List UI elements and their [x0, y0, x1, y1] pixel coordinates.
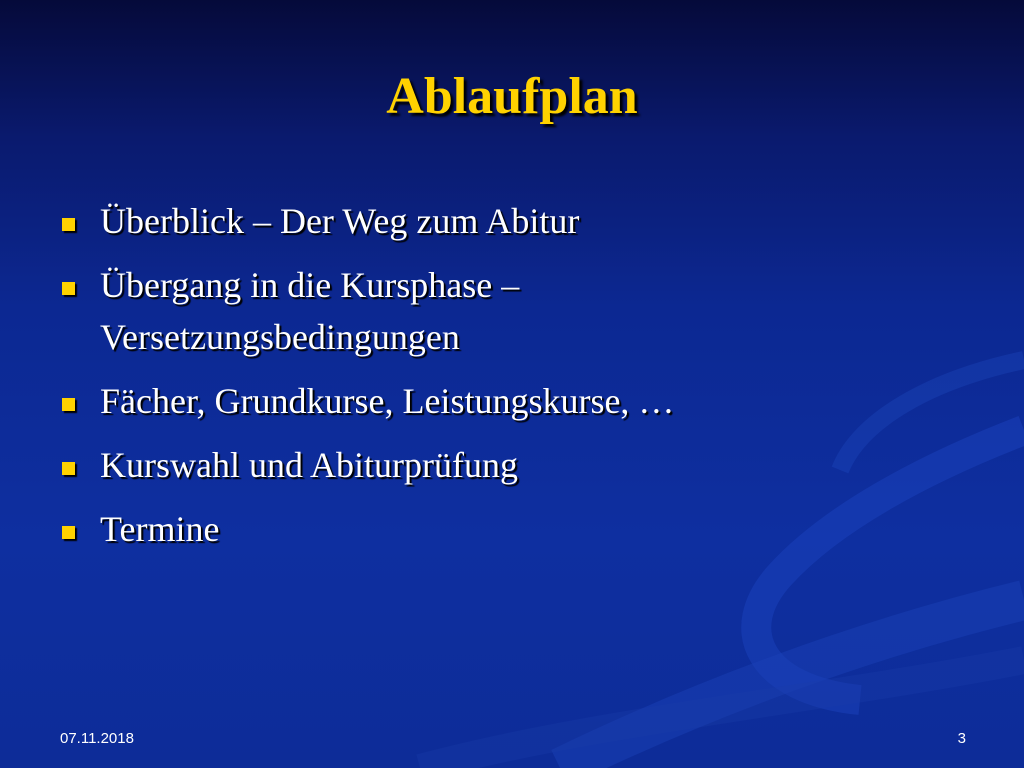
page-number: 3	[957, 730, 966, 747]
footer-date: 07.11.2018	[60, 730, 134, 747]
bullet-item-termine	[62, 503, 962, 555]
slide-title: Ablaufplan	[386, 68, 638, 125]
square-bullet-icon	[62, 282, 75, 295]
square-bullet-icon	[62, 462, 75, 475]
bullet-item-kurswahl	[62, 439, 962, 491]
square-bullet-icon	[62, 218, 75, 231]
bullet-item-ueberblick	[62, 195, 962, 247]
square-bullet-icon	[62, 526, 75, 539]
bullet-text: Überblick – Der Weg zum Abitur	[100, 201, 580, 241]
bullet-list	[62, 195, 962, 567]
square-bullet-icon	[62, 398, 75, 411]
bullet-item-faecher	[62, 375, 962, 427]
bullet-text: Übergang in die Kursphase – Versetzungsbedingungen	[100, 265, 520, 357]
bullet-text: Kurswahl und Abiturprüfung	[100, 445, 518, 485]
bullet-text: Fächer, Grundkurse, Leistungskurse, …	[100, 381, 675, 421]
bullet-item-kursphase	[62, 259, 660, 363]
bullet-text: Termine	[100, 509, 220, 549]
